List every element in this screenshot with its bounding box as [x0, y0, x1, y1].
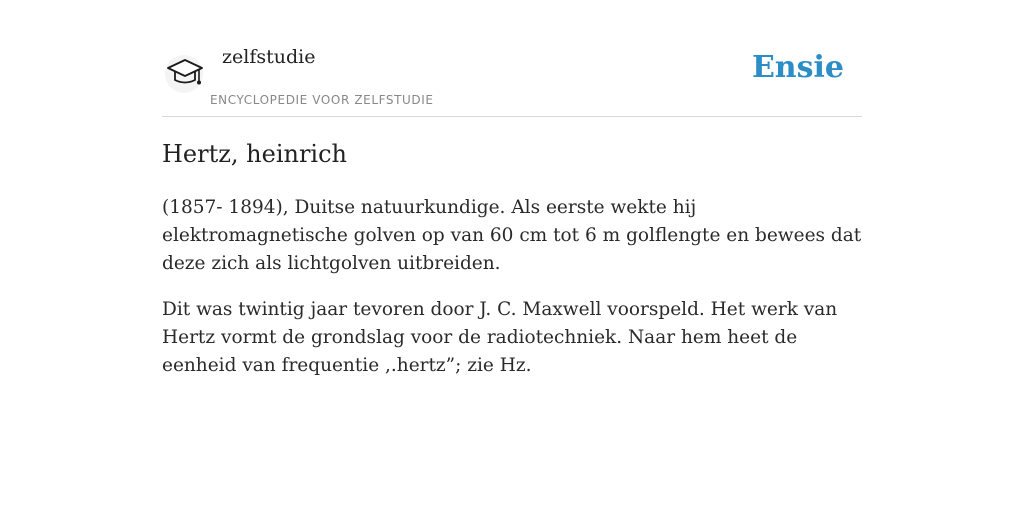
brand-logo-link[interactable]: Ensie: [751, 50, 844, 85]
site-tagline: ENCYCLOPEDIE VOOR ZELFSTUDIE: [210, 93, 434, 107]
article: [162, 138, 862, 398]
article-paragraph: Dit was twintig jaar tevoren door J. C. Maxwell voorspeld. Het werk van Hertz vormt de grondslag voor de radiotechniek. Naar hem heet de eenheid van frequentie ,.hertz”; zie Hz.: [162, 299, 838, 376]
graduation-cap-icon: [164, 54, 206, 94]
site-name-link[interactable]: zelfstudie: [222, 46, 316, 68]
article-title: Hertz, heinrich: [162, 140, 347, 168]
site-header: [162, 0, 862, 117]
article-paragraph: (1857- 1894), Duitse natuurkundige. Als eerste wekte hij elektromagnetische golven op van 60 cm tot 6 m golflengte en bewees dat deze zich als lichtgolven uitbreiden.: [162, 197, 862, 274]
site-logo-link[interactable]: [164, 54, 206, 94]
